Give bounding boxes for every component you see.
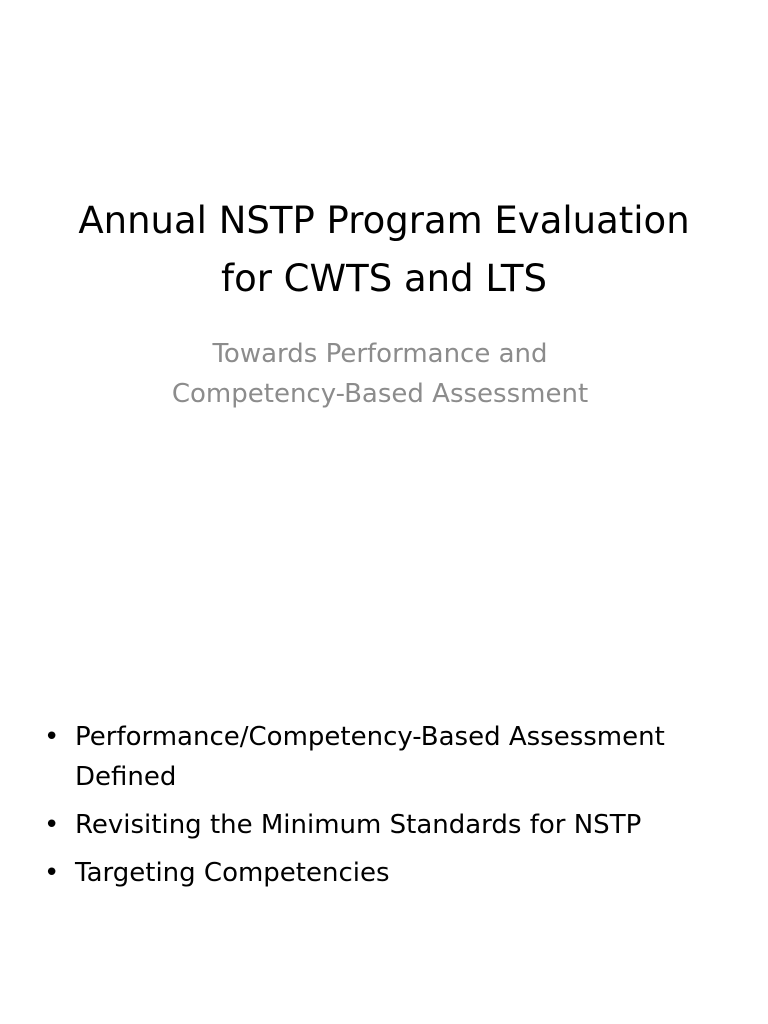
bullet-marker: • xyxy=(44,810,60,840)
bullet-marker: • xyxy=(44,858,60,888)
bullet-item xyxy=(44,717,734,797)
bullet-text xyxy=(75,717,734,797)
bullet-list xyxy=(44,717,734,901)
slide-title xyxy=(40,192,728,308)
bullet-item xyxy=(44,805,734,845)
bullet-text-line: Performance/Competency-Based Assessment xyxy=(75,722,665,752)
bullet-text-line: Targeting Competencies xyxy=(75,858,390,888)
bullet-text xyxy=(75,805,734,845)
bullet-marker: • xyxy=(44,722,60,752)
bullet-text-line: Revisiting the Minimum Standards for NSTP xyxy=(75,810,642,840)
slide-subtitle-line-1: Towards Performance and xyxy=(212,339,548,369)
slide-title-line-2: for CWTS and LTS xyxy=(221,257,547,300)
bullet-item xyxy=(44,853,734,893)
slide-subtitle-line-2: Competency-Based Assessment xyxy=(171,379,589,409)
bullet-text xyxy=(75,853,734,893)
bullet-text-line: Defined xyxy=(75,762,177,792)
slide-subtitle xyxy=(80,334,680,414)
slide-title-line-1: Annual NSTP Program Evaluation xyxy=(78,199,690,242)
